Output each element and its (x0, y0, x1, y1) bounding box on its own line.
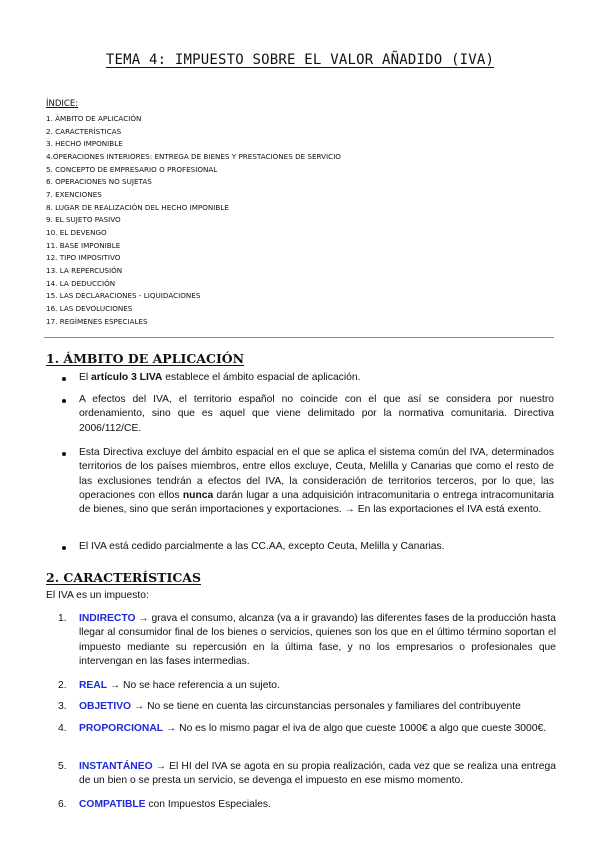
toc-item: 17. REGÍMENES ESPECIALES (46, 316, 148, 326)
bullet-item (62, 371, 554, 385)
bullet-item (62, 446, 554, 517)
item-text: PROPORCIONAL → No es lo mismo pagar el iva de algo que cueste 1000€ a algo que cueste 3000€. (79, 723, 547, 734)
section-intro: El IVA es un impuesto: (46, 590, 149, 601)
bullet-text: El IVA está cedido parcialmente a las CC.AA, excepto Ceuta, Melilla y Canarias. (79, 541, 445, 552)
table-of-contents (46, 113, 341, 328)
section-heading-caracteristicas: 2. CARACTERÍSTICAS (46, 570, 201, 585)
bullet-text: Esta Directiva excluye del ámbito espacial en el que se aplica el sistema común del IVA, determinados territorios de los países miembros, entre ellos excluye, Ceuta, Melilla y Canarias que como el resto de las exclusiones tendrán a efectos del IVA, la consideración de territorios terceros, por lo que, las operaciones con ellos nunca darán lugar a una adquisición intracomunitaria o entrega intracomunitaria de bienes, sino que serán importaciones y exportaciones. → En las exportaciones el IVA está exento. (79, 447, 554, 516)
bullet-item (62, 393, 554, 436)
keyword: PROPORCIONAL (79, 723, 164, 734)
toc-item: 5. CONCEPTO DE EMPRESARIO O PROFESIONAL (46, 164, 218, 174)
toc-item: 7. EXENCIONES (46, 189, 102, 199)
horizontal-rule (44, 337, 554, 338)
numbered-item (58, 679, 556, 693)
numbered-item (58, 700, 556, 714)
item-text: COMPATIBLE con Impuestos Especiales. (79, 799, 271, 810)
bold-text: nunca (182, 489, 214, 501)
numbered-item (58, 760, 556, 789)
bullet-icon (62, 452, 66, 456)
toc-item: 12. TIPO IMPOSITIVO (46, 253, 121, 263)
bullet-icon (62, 377, 66, 381)
bold-text: artículo 3 LIVA (91, 372, 163, 383)
keyword: INDIRECTO (79, 613, 136, 624)
item-number: 5. (58, 761, 67, 772)
toc-item: 9. EL SUJETO PASIVO (46, 215, 121, 225)
toc-item: 14. LA DEDUCCIÓN (46, 278, 116, 288)
keyword: REAL (79, 680, 108, 691)
toc-item: 13. LA REPERCUSIÓN (46, 265, 123, 275)
numbered-item (58, 798, 556, 812)
bullet-text: A efectos del IVA, el territorio español no coincide con el que así se considera por nuestro ordenamiento, sino que es aquel que viene delimitado por la normativa comunitaria. Directiva 2006/112/CE. (79, 394, 554, 434)
toc-item: 4.OPERACIONES INTERIORES: ENTREGA DE BIENES Y PRESTACIONES DE SERVICIO (46, 151, 341, 161)
toc-item: 8. LUGAR DE REALIZACIÓN DEL HECHO IMPONIBLE (46, 202, 229, 212)
index-heading: ÍNDICE: (46, 99, 79, 109)
numbered-item (58, 722, 556, 736)
item-number: 2. (58, 680, 67, 691)
toc-item: 16. LAS DEVOLUCIONES (46, 303, 133, 313)
item-number: 4. (58, 723, 67, 734)
toc-item: 2. CARACTERÍSTICAS (46, 126, 122, 136)
toc-item: 10. EL DEVENGO (46, 227, 107, 237)
item-text: REAL → No se hace referencia a un sujeto. (79, 680, 280, 691)
bullet-item (62, 540, 554, 554)
bullet-text: El artículo 3 LIVA establece el ámbito espacial de aplicación. (79, 372, 361, 383)
page-title: TEMA 4: IMPUESTO SOBRE EL VALOR AÑADIDO (IVA) (105, 52, 495, 68)
toc-item: 15. LAS DECLARACIONES - LIQUIDACIONES (46, 291, 201, 301)
item-number: 3. (58, 701, 67, 712)
keyword: OBJETIVO (79, 701, 132, 712)
item-text: INSTANTÁNEO → El HI del IVA se agota en su propia realización, cada vez que se realiza una entrega de un bien o se presta un servicio, se devenga el impuesto en ese mismo momento. (79, 761, 556, 787)
item-text: OBJETIVO → No se tiene en cuenta las circunstancias personales y familiares del contribuyente (79, 701, 521, 712)
item-text: INDIRECTO → grava el consumo, alcanza (va a ir gravando) las diferentes fases de la producción hasta llegar al consumidor final de los bienes o servicios, quienes son los que en el último término soportan el impuesto mediante su repercusión en la última fase, y no los empresarios o profesionales que intervengan en las fases intermedias. (79, 613, 556, 667)
keyword: COMPATIBLE (79, 799, 146, 810)
toc-item: 6. OPERACIONES NO SUJETAS (46, 177, 152, 187)
item-number: 1. (58, 613, 67, 624)
toc-item: 1. ÁMBITO DE APLICACIÓN (46, 114, 142, 123)
bullet-icon (62, 399, 66, 403)
keyword: INSTANTÁNEO (79, 761, 153, 772)
item-number: 6. (58, 799, 67, 810)
toc-item: 3. HECHO IMPONIBLE (46, 139, 123, 149)
section-heading-ambito: 1. ÁMBITO DE APLICACIÓN (46, 351, 245, 366)
numbered-item (58, 612, 556, 669)
toc-item: 11. BASE IMPONIBLE (46, 240, 121, 250)
bullet-icon (62, 546, 66, 550)
